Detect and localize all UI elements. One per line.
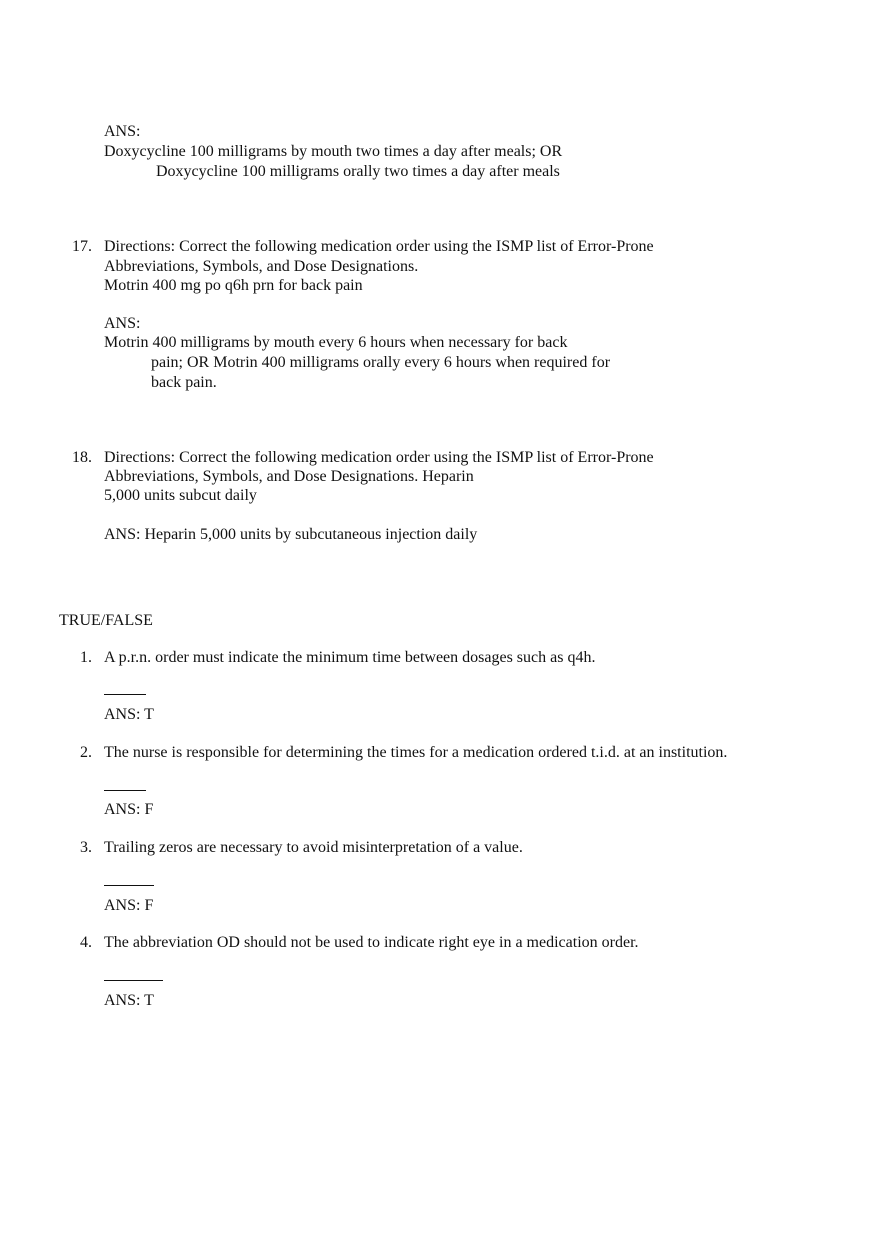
question-17-line-1: Directions: Correct the following medication order using the ISMP list of Error-Prone bbox=[104, 238, 654, 255]
tf-3-answer-blank bbox=[104, 885, 154, 886]
question-18-line-2: Abbreviations, Symbols, and Dose Designations. Heparin bbox=[104, 468, 474, 485]
section-title-true-false: TRUE/FALSE bbox=[59, 612, 153, 629]
question-18-line-1: Directions: Correct the following medication order using the ISMP list of Error-Prone bbox=[104, 449, 654, 466]
prev-answer-label: ANS: bbox=[104, 123, 141, 140]
question-17-order: Motrin 400 mg po q6h prn for back pain bbox=[104, 277, 363, 294]
question-17-line-2: Abbreviations, Symbols, and Dose Designations. bbox=[104, 258, 419, 275]
tf-4-answer: ANS: T bbox=[104, 992, 154, 1009]
tf-1-number: 1. bbox=[80, 649, 92, 666]
prev-answer-line-2: Doxycycline 100 milligrams orally two times a day after meals bbox=[156, 163, 560, 180]
question-17-number: 17. bbox=[72, 238, 92, 255]
tf-1-answer-blank bbox=[104, 694, 146, 695]
tf-3-answer: ANS: F bbox=[104, 897, 154, 914]
question-18-number: 18. bbox=[72, 449, 92, 466]
tf-2-answer-blank bbox=[104, 790, 146, 791]
question-18-order: 5,000 units subcut daily bbox=[104, 487, 257, 504]
tf-1-answer: ANS: T bbox=[104, 706, 154, 723]
tf-2-statement: The nurse is responsible for determining the times for a medication ordered t.i.d. at an institution. bbox=[104, 744, 728, 761]
tf-2-number: 2. bbox=[80, 744, 92, 761]
tf-3-statement: Trailing zeros are necessary to avoid misinterpretation of a value. bbox=[104, 839, 523, 856]
question-17-answer-line-2: pain; OR Motrin 400 milligrams orally every 6 hours when required for bbox=[151, 354, 611, 371]
prev-answer-line-1: Doxycycline 100 milligrams by mouth two times a day after meals; OR bbox=[104, 143, 563, 160]
question-17-answer-line-3: back pain. bbox=[151, 374, 217, 391]
tf-1-statement: A p.r.n. order must indicate the minimum time between dosages such as q4h. bbox=[104, 649, 596, 666]
question-17-answer-label: ANS: bbox=[104, 315, 141, 332]
tf-4-answer-blank bbox=[104, 980, 163, 981]
tf-3-number: 3. bbox=[80, 839, 92, 856]
tf-2-answer: ANS: F bbox=[104, 801, 154, 818]
tf-4-number: 4. bbox=[80, 934, 92, 951]
tf-4-statement: The abbreviation OD should not be used to indicate right eye in a medication order. bbox=[104, 934, 639, 951]
question-17-answer-line-1: Motrin 400 milligrams by mouth every 6 hours when necessary for back bbox=[104, 334, 568, 351]
question-18-answer: ANS: Heparin 5,000 units by subcutaneous injection daily bbox=[104, 526, 478, 543]
